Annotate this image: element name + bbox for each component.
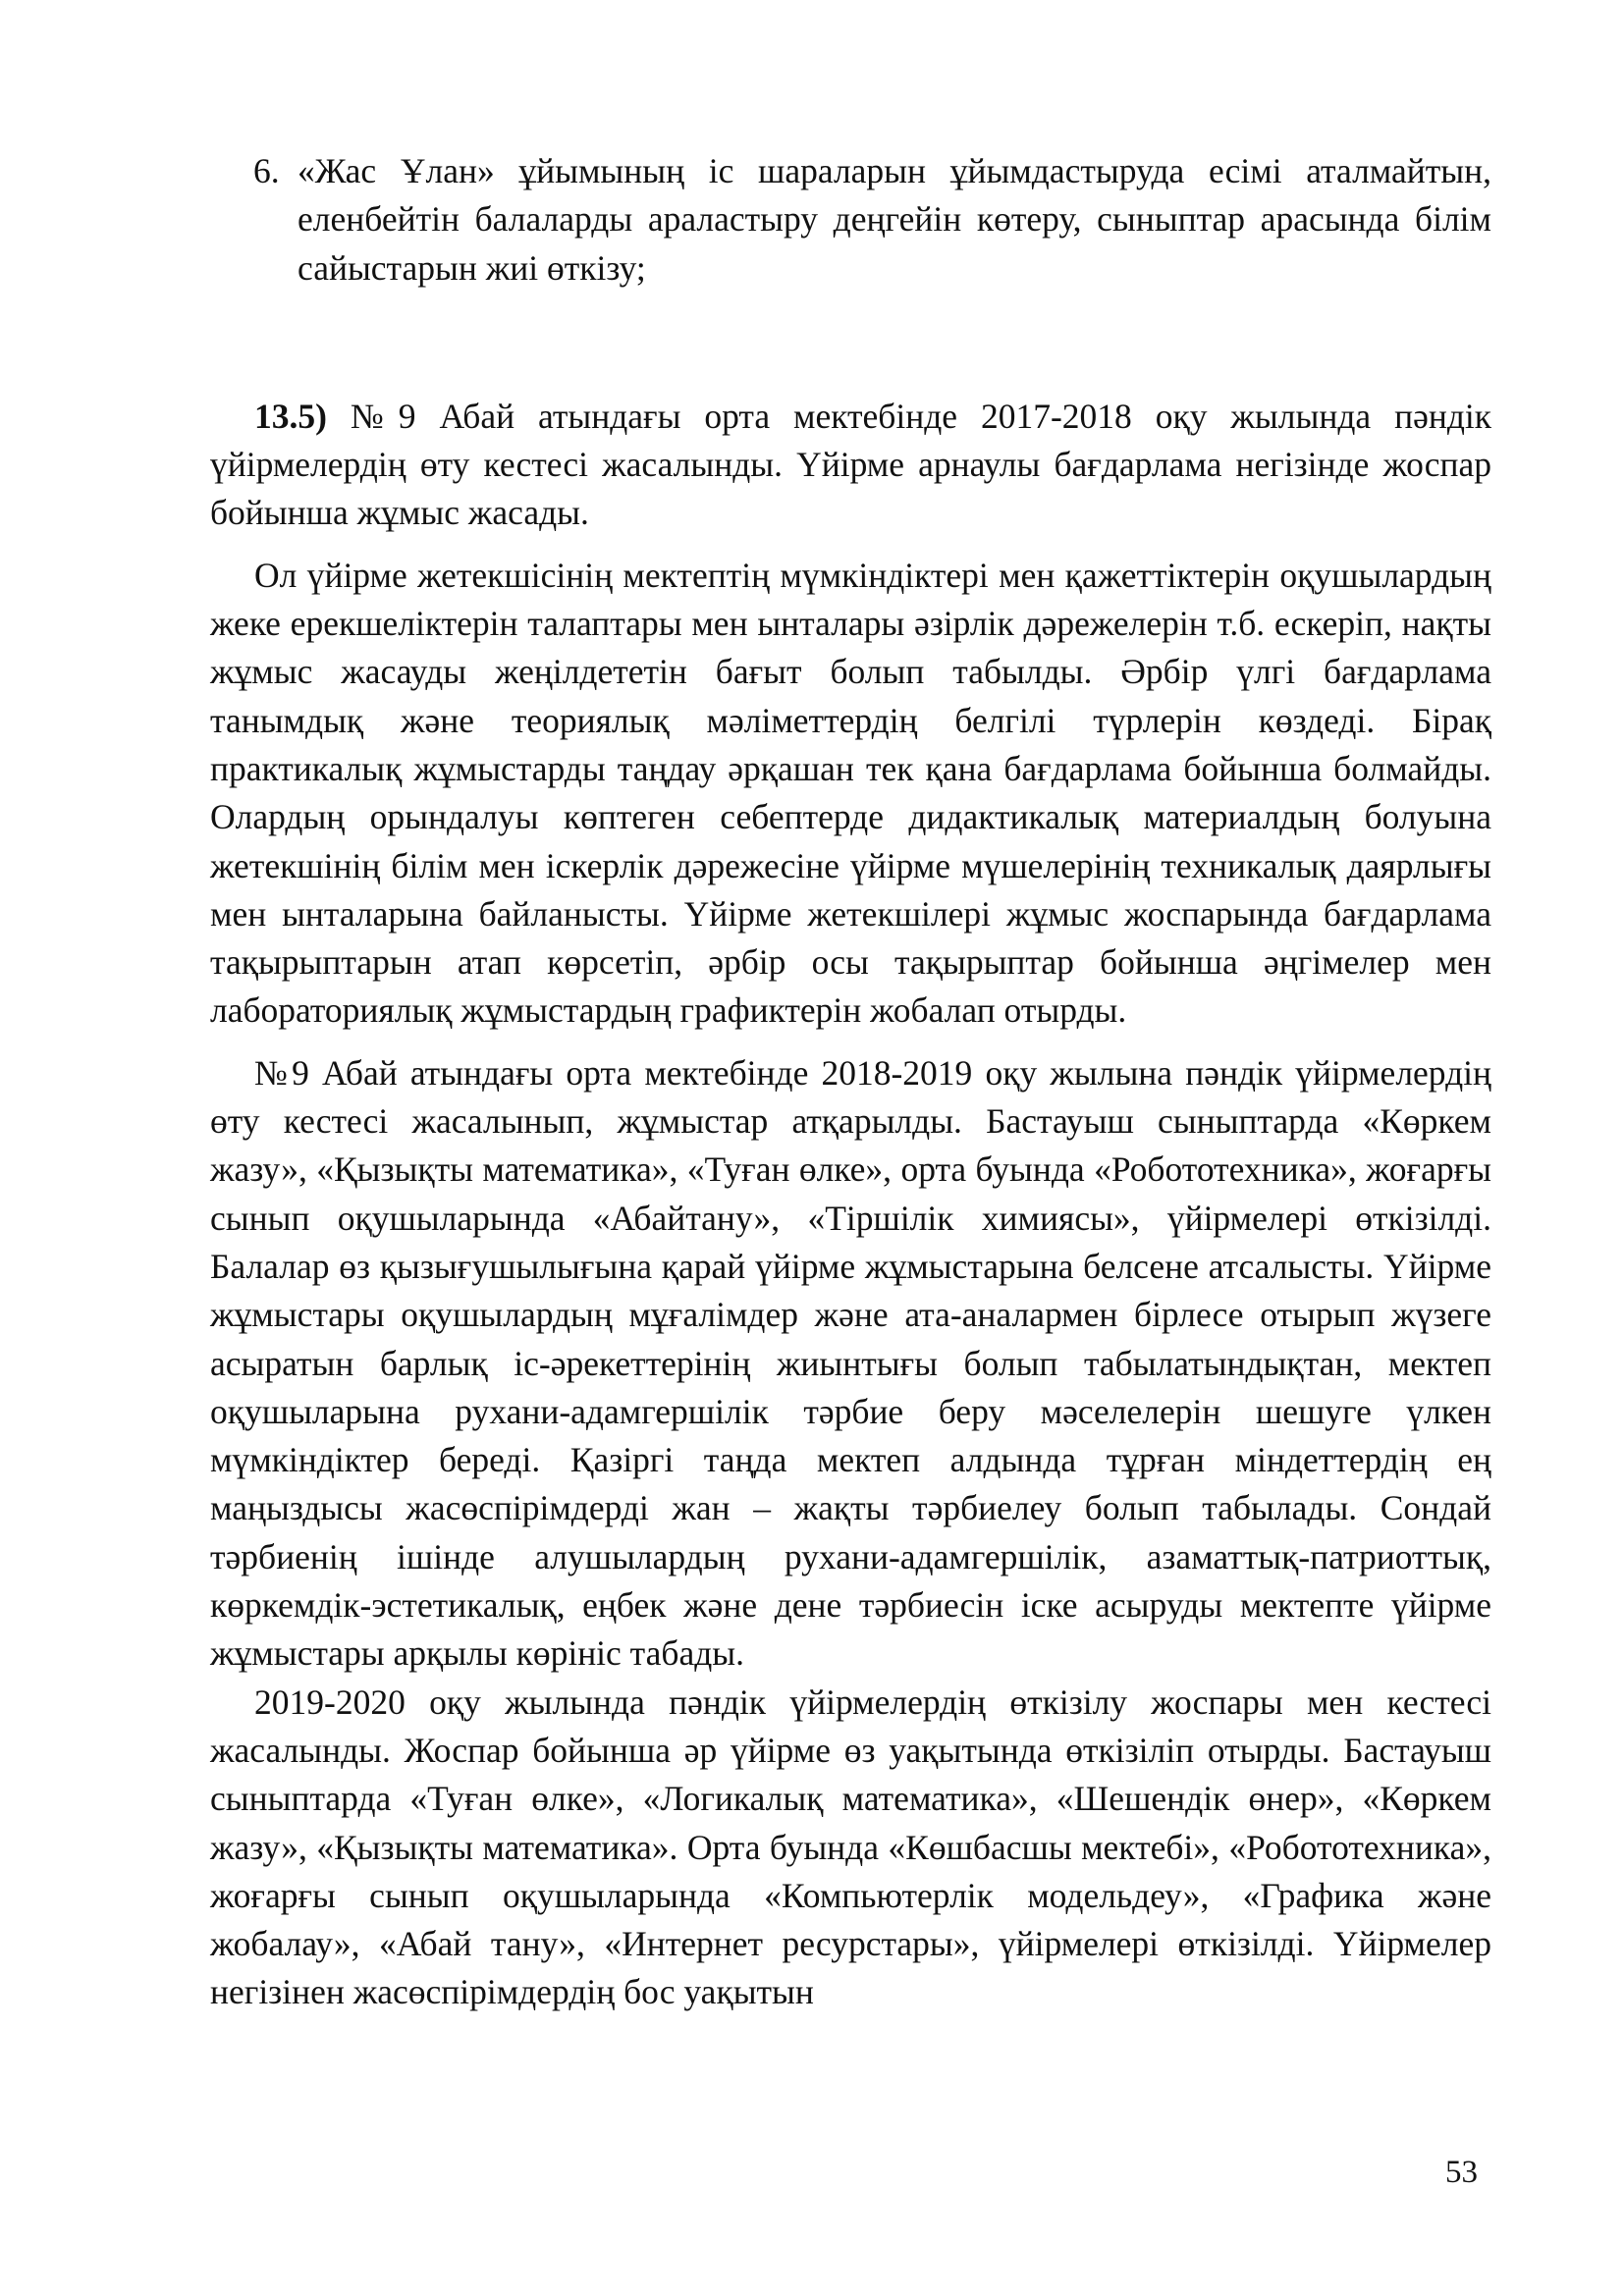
body-paragraph: 2019-2020 оқу жылында пәндік үйірмелердің өткізілу жоспары мен кестесі жасалынды. Жоспар бойынша әр үйірме өз уақытында өткізіліп отырды. Бастауыш сыныптарда «Туған өлке», «Логикалық математика», «Шешендік өнер», «Көркем жазу», «Қызықты математика». Орта буында «Көшбасшы мектебі», «Робототехника», жоғарғы сынып оқушыларында «Компьютерлік модельдеу», «Графика және жобалау», «Абай тану», «Интернет ресурстары», үйірмелері өткізілді. Үйірмелер негізінен жасөспірімдердің бос уақытын (210, 1682, 1491, 2012)
section-label: 13.5) (254, 396, 327, 436)
document-page (210, 147, 1491, 2017)
list-item-number: 6. (253, 151, 280, 190)
list-item (253, 147, 1491, 293)
list-item-text: «Жас Ұлан» ұйымының іс шараларын ұйымдастыруда есімі аталмайтын, еленбейтін балаларды араластыру деңгейін көтеру, сыныптар арасында білім сайыстарын жиі өткізу; (298, 151, 1491, 288)
body-paragraph: №9 Абай атындағы орта мектебінде 2018-2019 оқу жылына пәндік үйірмелердің өту кестесі жасалынып, жұмыстар атқарылды. Бастауыш сыныптарда «Көркем жазу», «Қызықты математика», «Туған өлке», орта буында «Робототехника», жоғарғы сынып оқушыларында «Абайтану», «Тіршілік химиясы», үйірмелері өткізілді. Балалар өз қызығушылығына қарай үйірме жұмыстарына белсене атсалысты. Үйірме жұмыстары оқушылардың мұғалімдер және ата-аналармен бірлесе отырып жүзеге асыратын барлық іс-әрекеттерінің жиынтығы болып табылатындықтан, мектеп оқушыларына рухани-адамгершілік тәрбие беру мәселелерін шешуге үлкен мүмкіндіктер береді. Қазіргі таңда мектеп алдында тұрған міндеттердің ең маңыздысы жасөспірімдерді жан – жақты тәрбиелеу болып табылады. Сондай тәрбиенің ішінде алушылардың рухани-адамгершілік, азаматтық-патриоттық, көркемдік-эстетикалық, еңбек және дене тәрбиесін іске асыруды мектепте үйірме жұмыстары арқылы көрініс табады. (210, 1052, 1491, 1674)
section-intro-paragraph (210, 393, 1491, 538)
page-number: 53 (1445, 2155, 1478, 2190)
section-intro-text: №9 Абай атындағы орта мектебінде 2017-2018 оқу жылында пәндік үйірмелердің өту кестесі жасалынды. Үйірме арнаулы бағдарлама негізінде жоспар бойынша жұмыс жасады. (210, 396, 1491, 533)
body-paragraph: Ол үйірме жетекшісінің мектептің мүмкіндіктері мен қажеттіктерін оқушылардың жеке ерекшеліктерін талаптары мен ынталары әзірлік дәрежелерін т.б. ескеріп, нақты жұмыс жасауды жеңілдететін бағыт болып табылды. Әрбір үлгі бағдарлама танымдық және теориялық мәліметтердің белгілі түрлерін көздеді. Бірақ практикалық жұмыстарды таңдау әрқашан тек қана бағдарлама бойынша болмайды. Олардың орындалуы көптеген себептерде дидактикалық материалдың болуына жетекшінің білім мен іскерлік дәрежесіне үйірме мүшелерінің техникалық даярлығы мен ынталарына байланысты. Үйірме жетекшілері жұмыс жоспарында бағдарлама тақырыптарын атап көрсетіп, әрбір осы тақырыптар бойынша әңгімелер мен лабораториялық жұмыстардың графиктерін жобалап отырды. (210, 555, 1491, 1031)
